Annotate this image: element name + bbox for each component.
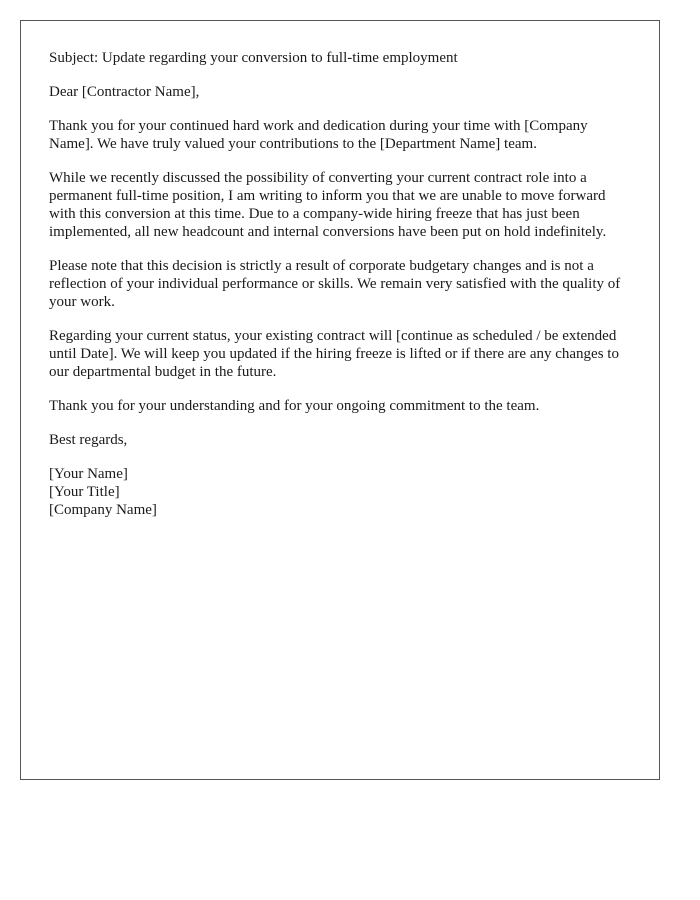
signature-company: [Company Name] <box>49 502 157 518</box>
signature-title: [Your Title] <box>49 484 120 500</box>
signature-name: [Your Name] <box>49 466 128 482</box>
letter-body <box>49 49 631 519</box>
signature-block <box>49 465 631 519</box>
letter-subject: Subject: Update regarding your conversion to full-time employment <box>49 50 458 66</box>
letter-paragraph-2: While we recently discussed the possibility of converting your current contract role into a permanent full-time position, I am writing to inform you that we are unable to move forward with this conversion at this time. Due to a company-wide hiring freeze that has just been implemented, all new headcount and internal conversions have been put on hold indefinitely. <box>49 170 607 240</box>
letter-paragraph-4: Regarding your current status, your existing contract will [continue as scheduled / be extended until Date]. We will keep you updated if the hiring freeze is lifted or if there are any changes to our departmental budget in the future. <box>49 328 619 380</box>
letter-paragraph-5: Thank you for your understanding and for your ongoing commitment to the team. <box>49 398 540 414</box>
letter-page <box>20 20 660 780</box>
letter-paragraph-3: Please note that this decision is strictly a result of corporate budgetary changes and is not a reflection of your individual performance or skills. We remain very satisfied with the quality of your work. <box>49 258 621 310</box>
letter-closing: Best regards, <box>49 432 128 448</box>
letter-paragraph-1: Thank you for your continued hard work and dedication during your time with [Company Name]. We have truly valued your contributions to the [Department Name] team. <box>49 118 588 152</box>
letter-salutation: Dear [Contractor Name], <box>49 84 200 100</box>
